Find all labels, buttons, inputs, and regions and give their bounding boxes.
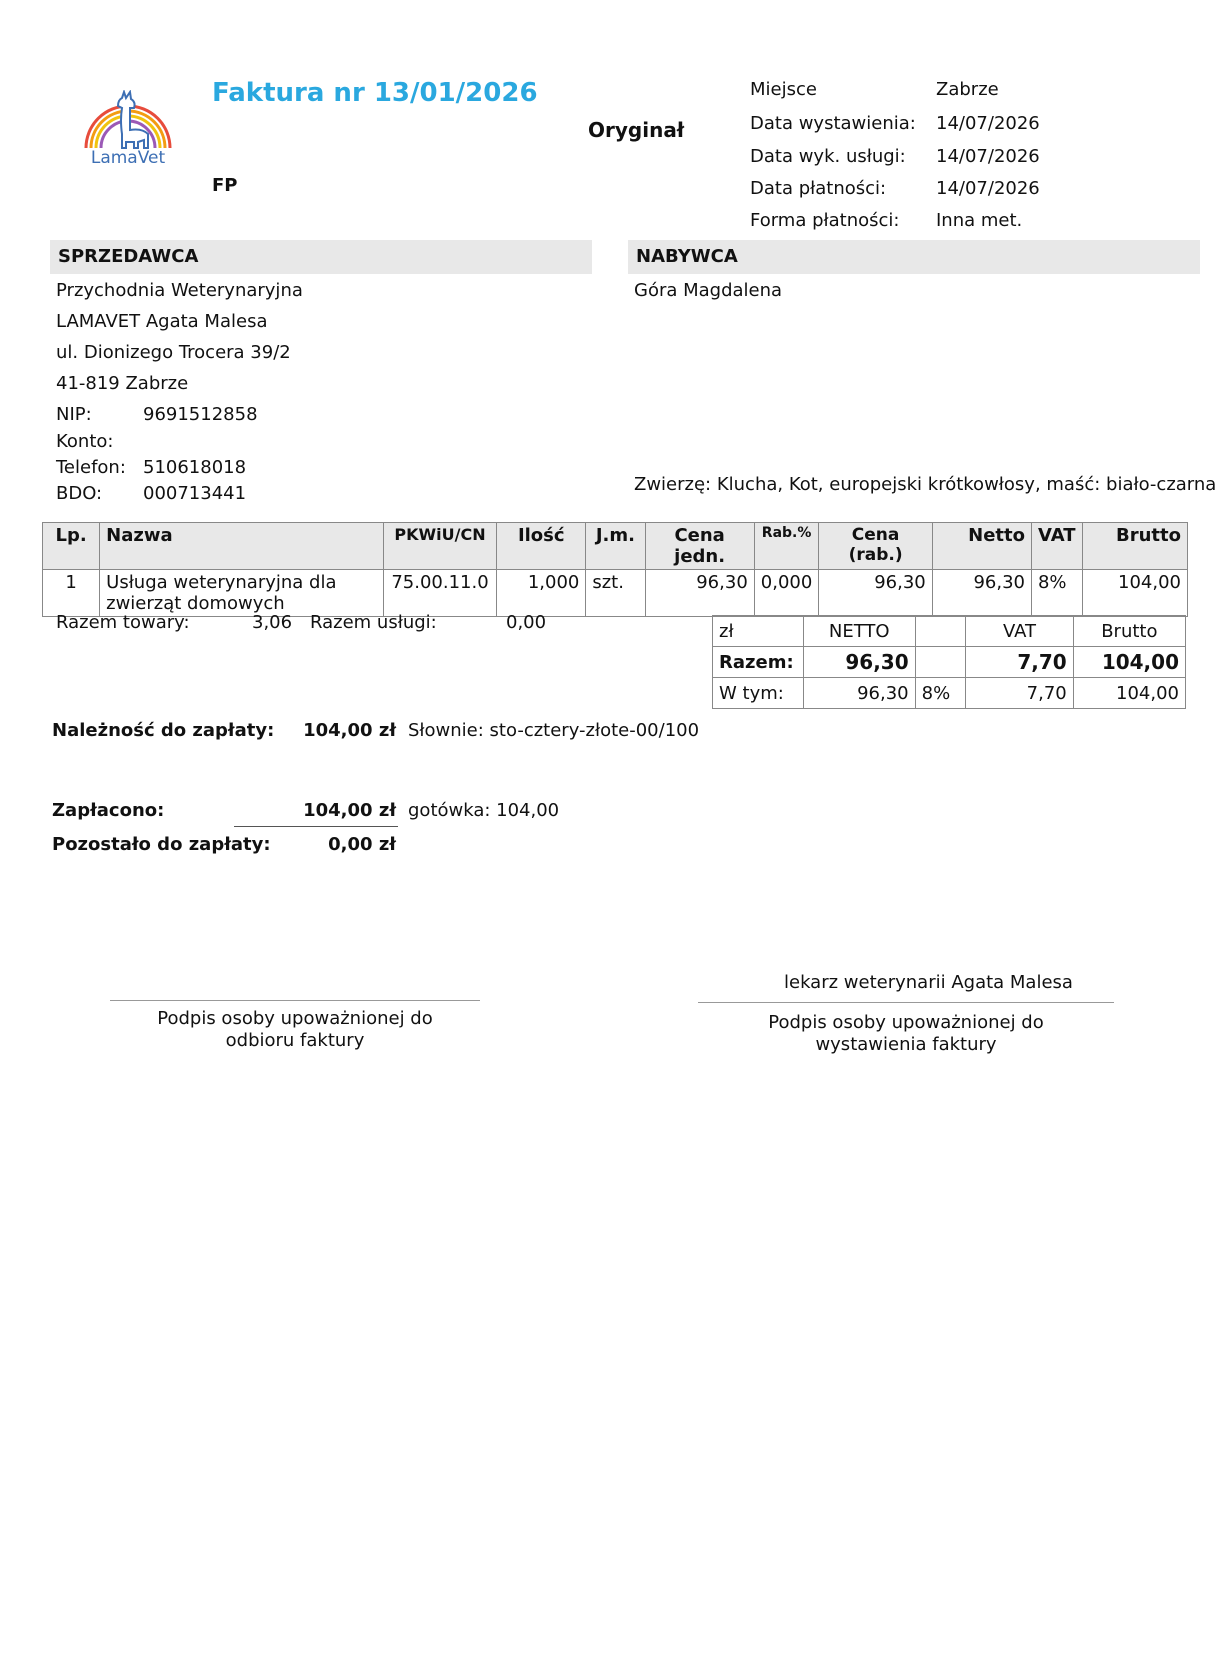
invoice-title: Faktura nr 13/01/2026	[212, 78, 538, 108]
seller-line: 41-819 Zabrze	[56, 373, 189, 394]
summary-breakdown-rate: 8%	[915, 678, 966, 709]
table-row	[43, 570, 1188, 617]
summary-total-net: 96,30	[803, 647, 915, 678]
seller-account-label: Konto:	[56, 431, 114, 452]
summary-total-vat: 7,70	[966, 647, 1073, 678]
logo	[78, 90, 178, 170]
logo-text: LamaVet	[90, 148, 166, 168]
amount-due-label: Należność do zapłaty:	[52, 720, 275, 741]
paid-method: gotówka: 104,00	[408, 800, 560, 821]
summary-col-gross: Brutto	[1073, 616, 1185, 647]
info-value-service-date: 14/07/2026	[936, 146, 1040, 167]
cell-qty: 1,000	[497, 570, 586, 617]
info-value-issue-date: 14/07/2026	[936, 113, 1040, 134]
buyer-name: Góra Magdalena	[634, 280, 783, 301]
seller-line: LAMAVET Agata Malesa	[56, 311, 268, 332]
seller-bdo-label: BDO:	[56, 483, 103, 504]
seller-line: ul. Dionizego Trocera 39/2	[56, 342, 291, 363]
seller-phone-label: Telefon:	[56, 457, 126, 478]
info-value-place: Zabrze	[936, 79, 999, 100]
paid-value: 104,00 zł	[303, 800, 396, 821]
summary-total-label: Razem:	[713, 647, 804, 678]
document-type: FP	[212, 175, 238, 196]
info-label-issue-date: Data wystawienia:	[750, 113, 916, 134]
items-table	[42, 522, 1188, 617]
summary-breakdown-net: 96,30	[803, 678, 915, 709]
summary-col-rate	[915, 616, 966, 647]
seller-nip-label: NIP:	[56, 404, 92, 425]
info-value-payment-method: Inna met.	[936, 210, 1023, 231]
goods-total-label: Razem towary:	[56, 612, 190, 633]
buyer-animal-info: Zwierzę: Klucha, Kot, europejski krótkowłosy, maść: biało-czarna	[634, 474, 1217, 495]
col-pkwiu: PKWiU/CN	[383, 523, 496, 570]
summary-col-currency: zł	[713, 616, 804, 647]
cell-name: Usługa weterynaryjna dla zwierząt domowych	[100, 570, 384, 617]
seller-phone-value: 510618018	[143, 457, 247, 478]
cell-net: 96,30	[932, 570, 1031, 617]
cell-unit-price: 96,30	[645, 570, 754, 617]
col-unit: J.m.	[586, 523, 645, 570]
summary-breakdown-gross: 104,00	[1073, 678, 1185, 709]
col-unit-price: Cena jedn.	[645, 523, 754, 570]
summary-total-rate	[915, 647, 966, 678]
cell-pkwiu: 75.00.11.0	[383, 570, 496, 617]
services-total-value: 0,00	[506, 612, 547, 633]
col-net: Netto	[932, 523, 1031, 570]
summary-breakdown-vat: 7,70	[966, 678, 1073, 709]
cell-lp: 1	[43, 570, 100, 617]
seller-line: Przychodnia Weterynaryjna	[56, 280, 303, 301]
seller-heading-bar	[50, 240, 592, 274]
summary-col-vat: VAT	[966, 616, 1073, 647]
summary-col-net: NETTO	[803, 616, 915, 647]
info-label-payment-method: Forma płatności:	[750, 210, 900, 231]
buyer-heading-bar	[628, 240, 1200, 274]
buyer-heading: NABYWCA	[636, 246, 738, 267]
amount-in-words: Słownie: sto-cztery-złote-00/100	[408, 720, 700, 741]
info-label-payment-date: Data płatności:	[750, 178, 887, 199]
col-discount: Rab.%	[754, 523, 819, 570]
summary-breakdown-label: W tym:	[713, 678, 804, 709]
remaining-value: 0,00 zł	[328, 834, 396, 855]
left-signature-line	[110, 1000, 480, 1001]
right-signature-line	[698, 1002, 1114, 1003]
vat-summary-table	[712, 615, 1186, 709]
info-value-payment-date: 14/07/2026	[936, 178, 1040, 199]
right-signature-name: lekarz weterynarii Agata Malesa	[784, 972, 1073, 993]
summary-breakdown-row	[713, 678, 1186, 709]
info-label-place: Miejsce	[750, 79, 817, 100]
cell-gross: 104,00	[1082, 570, 1187, 617]
remaining-label: Pozostało do zapłaty:	[52, 834, 271, 855]
summary-total-gross: 104,00	[1073, 647, 1185, 678]
items-header-row	[43, 523, 1188, 570]
cell-discounted-price: 96,30	[819, 570, 932, 617]
col-discounted-price: Cena (rab.)	[819, 523, 932, 570]
paid-label: Zapłacono:	[52, 800, 165, 821]
col-name: Nazwa	[100, 523, 384, 570]
col-vat: VAT	[1031, 523, 1082, 570]
copy-label: Oryginał	[588, 118, 685, 142]
left-signature-caption: Podpis osoby upoważnionej do odbioru faktury	[157, 1008, 433, 1051]
col-qty: Ilość	[497, 523, 586, 570]
col-gross: Brutto	[1082, 523, 1187, 570]
cell-vat: 8%	[1031, 570, 1082, 617]
cell-unit: szt.	[586, 570, 645, 617]
col-lp: Lp.	[43, 523, 100, 570]
services-total-label: Razem usługi:	[310, 612, 437, 633]
seller-heading: SPRZEDAWCA	[58, 246, 199, 267]
seller-nip-value: 9691512858	[143, 404, 258, 425]
cell-discount: 0,000	[754, 570, 819, 617]
paid-underline	[234, 826, 398, 827]
seller-bdo-value: 000713441	[143, 483, 247, 504]
amount-due-value: 104,00 zł	[303, 720, 396, 741]
summary-header-row	[713, 616, 1186, 647]
info-label-service-date: Data wyk. usługi:	[750, 146, 906, 167]
right-signature-caption: Podpis osoby upoważnionej do wystawienia faktury	[768, 1012, 1044, 1055]
summary-total-row	[713, 647, 1186, 678]
goods-total-value: 3,06	[252, 612, 293, 633]
llama-rainbow-icon	[78, 90, 178, 152]
